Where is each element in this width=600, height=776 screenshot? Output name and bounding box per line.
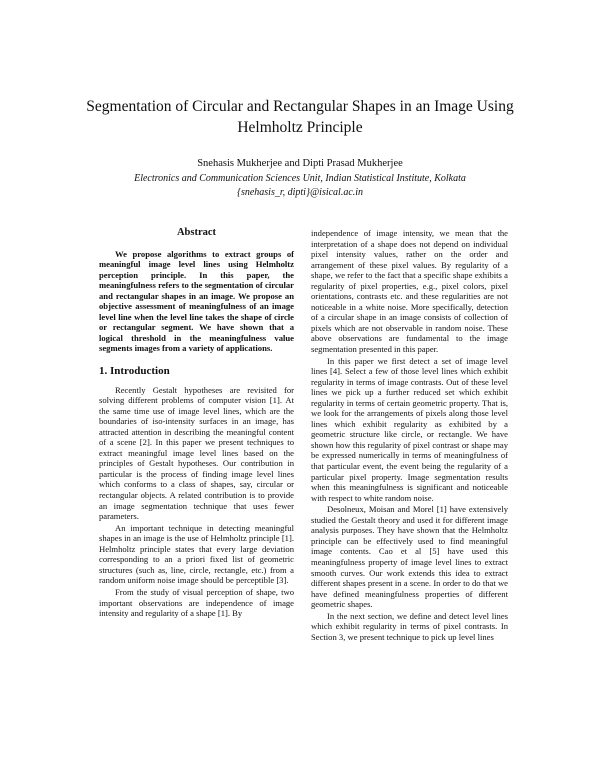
author-email: {snehasis_r, dipti}@isical.ac.in (236, 187, 364, 198)
intro-paragraph-2: An important technique in detecting meaningful shapes in an image is the use of Helmholtz principle [1]. Helmholtz principle states that every large deviation corresponding to an a priori fixed list of geometric structures (such as, line, circle, rectangle, etc.) from a random uniform noise image should be perceptible [3]. (99, 522, 294, 586)
intro-paragraph-7: In the next section, we define and detect level lines which exhibit regularity in terms of pixel contrasts. In Section 3, we present technique to pick up level lines (311, 610, 508, 642)
abstract-heading: Abstract (176, 227, 217, 238)
intro-paragraph-5: In this paper we first detect a set of image level lines [4]. Select a few of those level lines which exhibit regularity in terms of image contrasts. Out of these level lines we pick up a further reduced set which exhibit regularity in terms of certain geometric property. That is, we look for the arrangements of pixels along those level lines which exhibit regularity as exhibited by a geometric structure like circle, or rectangle. We have shown how this regularity of pixel contrast or shape may be expressed numerically in terms of meaningfulness of that particular event, the event being the regularity of a particular pixel property. Image segmentation results when this meaningfulness is significant and noticeable with respect to white random noise. (311, 355, 508, 503)
intro-paragraph-3: From the study of visual perception of shape, two important observations are independence of image intensity and regularity of a shape [1]. By (99, 586, 294, 619)
paper-authors: Snehasis Mukherjee and Dipti Prasad Mukherjee (197, 158, 403, 169)
abstract-text: We propose algorithms to extract groups of meaningful image level lines using Helmholtz perception principle. In this paper, the meaningfulness refers to the segmentation of circular and rectangular shapes in an image. We propose an objective assessment of meaningfulness of an image level line when the level line takes the shape of circle or rectangular segment. We have shown that a logical threshold in the meaningfulness value segments images from a variety of applications. (99, 248, 294, 354)
section-heading-introduction: 1. Introduction (99, 365, 170, 378)
right-column (311, 228, 508, 643)
left-column (99, 228, 294, 620)
paper-title: Segmentation of Circular and Rectangular Shapes in an Image Using Helmholtz Principle (86, 98, 514, 136)
intro-paragraph-4: independence of image intensity, we mean that the interpretation of a shape does not depend on individual pixel intensity values, rather on the order and arrangement of these pixel values. By regularity of a shape, we refer to the fact that a specific shape exhibits a regularity of pixel properties, e.g., pixel colors, pixel orientations, contrasts etc. and these regularities are not noticeable in a white noise. More specifically, detection of a circular shape in an image consists of collection of pixels which are not observable in random noise. These above observations are fundamental to the image segmentation presented in this paper. (311, 228, 508, 355)
author-affiliation: Electronics and Communication Sciences Unit, Indian Statistical Institute, Kolkata (134, 173, 466, 184)
intro-paragraph-1: Recently Gestalt hypotheses are revisited for solving different problems of computer vision [1]. At the same time use of image level lines, which are the boundaries of iso-intensity surfaces in an image, has attracted attention in describing the meaningful content of a scene [2]. In this paper we present techniques to extract meaningful image level lines based on the principles of Gestalt hypotheses. Our contribution in particular is the process of finding image level lines which conforms to a class of shapes, say, circular or rectangular objects. A related contribution is to provide an image segmentation technique that uses fewer parameters. (99, 384, 294, 522)
intro-paragraph-6: Desolneux, Moisan and Morel [1] have extensively studied the Gestalt theory and used it for different image analysis purposes. They have shown that the Helmholtz principle can be effectively used to find meaningful image contents. Cao et al [5] have used this meaningfulness property of image level lines to extract smooth curves. Our work extends this idea to extract different shapes present in a scene. In order to do that we have defined meaningfulness properties of different geometric shapes. (311, 504, 508, 610)
